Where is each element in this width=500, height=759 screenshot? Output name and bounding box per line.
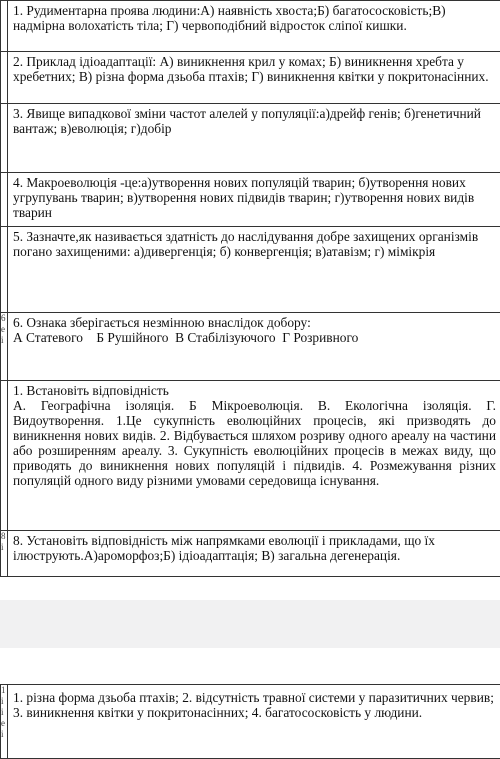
question-3: 3. Явище випадкової зміни частот алелей у популяції:а)дрейф генів; б)генетичний вантаж; в)еволюція; г)добір — [8, 104, 500, 173]
question-5: 5. Зазначте,як називається здатність до наслідування добре захищених організмів погано захищеними: а)дивергенція; б) конвергенція; в)атавізм; г) мімікрія — [8, 227, 500, 313]
question-7-heading: 1. Встановіть відповідність — [13, 383, 496, 398]
table-row — [1, 313, 500, 381]
question-8: 8. Установіть відповідність між напрямками еволюції і прикладами, що їх ілюструють.А)ароморфоз;Б) ідіоадаптація; В) загальна дегенерація. — [8, 531, 500, 577]
table-row — [1, 685, 500, 759]
left-margin-cell — [1, 381, 8, 531]
table-row — [1, 381, 500, 531]
page-gap — [0, 600, 500, 648]
question-2: 2. Приклад ідіоадаптації: А) виникнення крил у комах; Б) виникнення хребта у хребетних; В) різна форма дзьоба птахів; Г) виникнення квітки у покритонасінних. — [8, 52, 500, 104]
answer-options-table — [0, 684, 500, 759]
table-row — [1, 52, 500, 104]
question-6 — [8, 313, 500, 381]
answer-options: 1. різна форма дзьоба птахів; 2. відсутність травної системи у паразитичних червив; 3. виникнення квітки у покритонасінних; 4. багатососковість у людини. — [8, 685, 500, 759]
table-row — [1, 173, 500, 227]
question-6-text: 6. Ознака зберігається незмінною внаслідок добору: — [13, 315, 496, 330]
question-7 — [8, 381, 500, 531]
left-margin-marks: 1 і і е і — [1, 685, 8, 759]
question-7-text: А. Географічна ізоляція. Б Мікроеволюція. В. Екологічна ізоляція. Г. Видоутворення. 1.Це сукупність еволюційних процесів, які призводять до виникнення нових видів. 2. Відбувається шляхом розриву одного ареалу на частини або розширенням ареалу. 3. Сукупність еволюційних процесів в межах виду, що приводять до виникнення нових популяцій і підвидів. 4. Розмежування різних популяцій одного виду різними умовами середовища існування. — [13, 398, 496, 488]
table-row — [1, 531, 500, 577]
left-margin-cell — [1, 173, 8, 227]
left-margin-marks: 6 е і — [1, 313, 8, 381]
question-1: 1. Рудиментарна проява людини:А) наявність хвоста;Б) багатососковість;В) надмірна волохатість тіла; Г) червоподібний відросток сліпої кишки. — [8, 1, 500, 52]
left-margin-cell — [1, 52, 8, 104]
table-row — [1, 1, 500, 52]
left-margin-marks: 8 і — [1, 531, 8, 577]
left-margin-cell — [1, 227, 8, 313]
left-margin-cell — [1, 104, 8, 173]
table-row — [1, 104, 500, 173]
question-4: 4. Макроеволюція -це:а)утворення нових популяцій тварин; б)утворення нових угрупувань тварин; в)утворення нових підвидів тварин; г)утворення нових видів тварин — [8, 173, 500, 227]
answer-options-sheet — [0, 684, 500, 759]
table-row — [1, 227, 500, 313]
question-6-options: А Статевого Б Рушійного В Стабілізуючого Г Розривного — [13, 330, 496, 345]
left-margin-cell — [1, 1, 8, 52]
